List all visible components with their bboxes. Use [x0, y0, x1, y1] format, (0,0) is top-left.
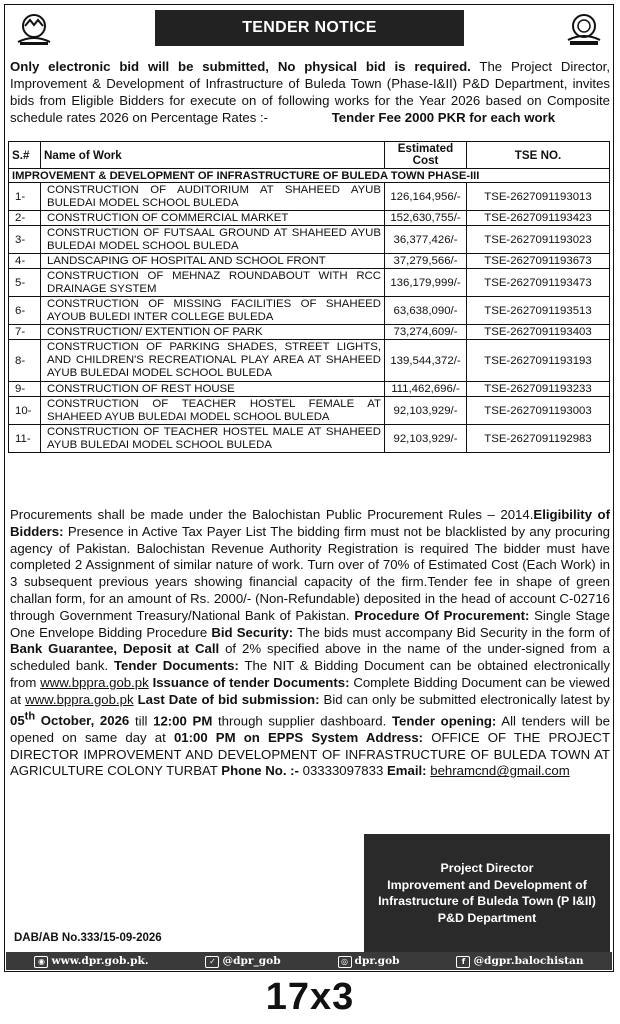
table-row: 6- CONSTRUCTION OF MISSING FACILITIES OF SHAHEED AYOUB BULEDI INTER COLLEGE BULEDA 63,638,090/- TSE-2627091193513: [9, 297, 610, 325]
table-row: 3- CONSTRUCTION OF FUTSAAL GROUND AT SHAHEED AYUB BULEDAI MODEL SCHOOL BULEDA 36,377,426/- TSE-2627091193023: [9, 226, 610, 254]
tender-documents-label: Tender Documents:: [113, 658, 239, 674]
bid-security-label: Bid Security:: [211, 624, 294, 640]
header-cost: Estimated Cost: [385, 142, 467, 169]
ad-size: 17x3: [265, 976, 355, 1018]
facebook-link[interactable]: f @dgpr.balochistan: [456, 955, 583, 968]
office-address: OFFICE OF THE PROJECT DIRECTOR IMPROVEMENT AND DEVELOPMENT OF INFRASTRUCTURE OF BULEDA TOWN AT AGRICULTURE COLONY TURBAT: [10, 729, 611, 779]
website-link[interactable]: ◉ www.dpr.gob.pk.: [34, 955, 148, 968]
email-link[interactable]: behramcnd@gmail.com: [430, 763, 570, 779]
twitter-link[interactable]: ✓ @dpr_gob: [205, 955, 280, 968]
globe-icon: ◉: [34, 956, 48, 968]
table-row: 1- CONSTRUCTION OF AUDITORIUM AT SHAHEED AYUB BULEDAI MODEL SCHOOL BULEDA 126,164,956/- TSE-2627091193013: [9, 183, 610, 211]
table-row: 4- LANDSCAPING OF HOSPITAL AND SCHOOL FRONT 37,279,566/- TSE-2627091193673: [9, 254, 610, 269]
table-row: 11- CONSTRUCTION OF TEACHER HOSTEL MALE AT SHAHEED AYUB BULEDAI MODEL SCHOOL BULEDA 92,103,929/- TSE-2627091192983: [9, 425, 610, 453]
phone-number: 03333097833: [302, 763, 384, 779]
works-table: [8, 141, 610, 453]
intro-paragraph: [10, 58, 610, 126]
dab-number: DAB/AB No.333/15-09-2026: [14, 932, 162, 944]
instagram-icon: ◎: [338, 956, 352, 968]
page-title: TENDER NOTICE: [155, 10, 464, 46]
tender-fee: Tender Fee 2000 PKR for each work: [331, 110, 556, 125]
government-emblem-icon: [14, 12, 54, 48]
intro-text: The Project Director, Improvement & Development of Infrastructure of Buleda Town (Phase-I&II) P&D Department, invites bids from Eligible Bidders for execute on of following works for the Year 2026 based on Composite schedule rates 2026 on Percentage Rates :-: [10, 59, 610, 125]
last-date-label: Last Date of bid submission:: [137, 691, 320, 707]
tender-opening-label: Tender opening:: [391, 712, 497, 728]
table-row: 5- CONSTRUCTION OF MEHNAZ ROUNDABOUT WITH RCC DRAINAGE SYSTEM 136,179,999/- TSE-2627091193473: [9, 269, 610, 297]
header-name: Name of Work: [41, 142, 385, 169]
twitter-icon: ✓: [205, 956, 219, 968]
table-row: 10- CONSTRUCTION OF TEACHER HOSTEL FEMALE AT SHAHEED AYUB BULEDAI MODEL SCHOOL BULEDA 92,103,929/- TSE-2627091193003: [9, 397, 610, 425]
procedure-label: Procedure Of Procurement:: [354, 607, 530, 623]
intro-lead: Only electronic bid will be submitted, No physical bid is required.: [10, 59, 471, 74]
eligibility-label: Eligibility of Bidders:: [10, 507, 610, 539]
department-emblem-icon: [564, 12, 604, 48]
bppra-link-2[interactable]: www.bppra.gob.pk: [25, 691, 134, 707]
terms-paragraph: Procurements shall be made under the Balochistan Public Procurement Rules – 2014.Eligibility of Bidders: Presence in Active Tax Payer List The bidding firm must not be blacklisted by any procuring agency of Pakistan. Balochistan Revenue Authority Registration is required The bidder must have completed 2 Assignment of similar nature of work. Turn over of 70% of Estimated Cost (Each Work) in 3 subsequent previous years showing financial capacity of the firm.Tender fee in shape of green challan form, for an amount of Rs. 2000/- (Non-Refundable) deposited in the head of account C-02716 through Government Treasury/National Bank of Pakistan. Procedure Of Procurement: Single Stage One Envelope Bidding Procedure Bid Security: The bids must accompany Bid Security in the form of Bank Guarantee, Deposit at Call of 2% specified above in the name of the under-signed from a scheduled bank. Tender Documents: The NIT & Bidding Document can be obtained electronically from www.bppra.gob.pk Issuance of tender Documents: Complete Bidding Document can be viewed at www.bppra.gob.pk Last Date of bid submission: Bid can only be submitted electronically latest by 05th October, 2026 till 12:00 PM through supplier dashboard. Tender opening: All tenders will be opened on same day at 01:00 PM on EPPS System Address: OFFICE OF THE PROJECT DIRECTOR IMPROVEMENT AND DEVELOPMENT OF INFRASTRUCTURE OF BULEDA TOWN AT AGRICULTURE COLONY TURBAT Phone No. :- 03333097833 Email: behramcnd@gmail.com: [10, 507, 611, 779]
bppra-link[interactable]: www.bppra.gob.pk: [40, 674, 149, 690]
instagram-link[interactable]: ◎ dpr.gob: [338, 955, 400, 968]
table-row: 7- CONSTRUCTION/ EXTENTION OF PARK 73,274,609/- TSE-2627091193403: [9, 325, 610, 340]
table-row: 8- CONSTRUCTION OF PARKING SHADES, STREET LIGHTS, AND CHILDREN'S RECREATIONAL PLAY AREA AT SHAHEED AYUB BULEDAI MODEL SCHOOL BULEDA 139,544,372/- TSE-2627091193193: [9, 340, 610, 382]
header-tse: TSE NO.: [467, 142, 610, 169]
table-row: 2- CONSTRUCTION OF COMMERCIAL MARKET 152,630,755/- TSE-2627091193423: [9, 211, 610, 226]
table-row: 9- CONSTRUCTION OF REST HOUSE 111,462,696/- TSE-2627091193233: [9, 382, 610, 397]
section-title: IMPROVEMENT & DEVELOPMENT OF INFRASTRUCTURE OF BULEDA TOWN PHASE-III: [9, 169, 610, 183]
signature-block: Project Director Improvement and Development of Infrastructure of Buleda Town (P I&II) P&D Department: [364, 834, 610, 952]
facebook-icon: f: [456, 956, 470, 968]
issuance-label: Issuance of tender Documents:: [152, 674, 350, 690]
header-sn: S.#: [9, 142, 41, 169]
social-bar: [6, 952, 612, 970]
